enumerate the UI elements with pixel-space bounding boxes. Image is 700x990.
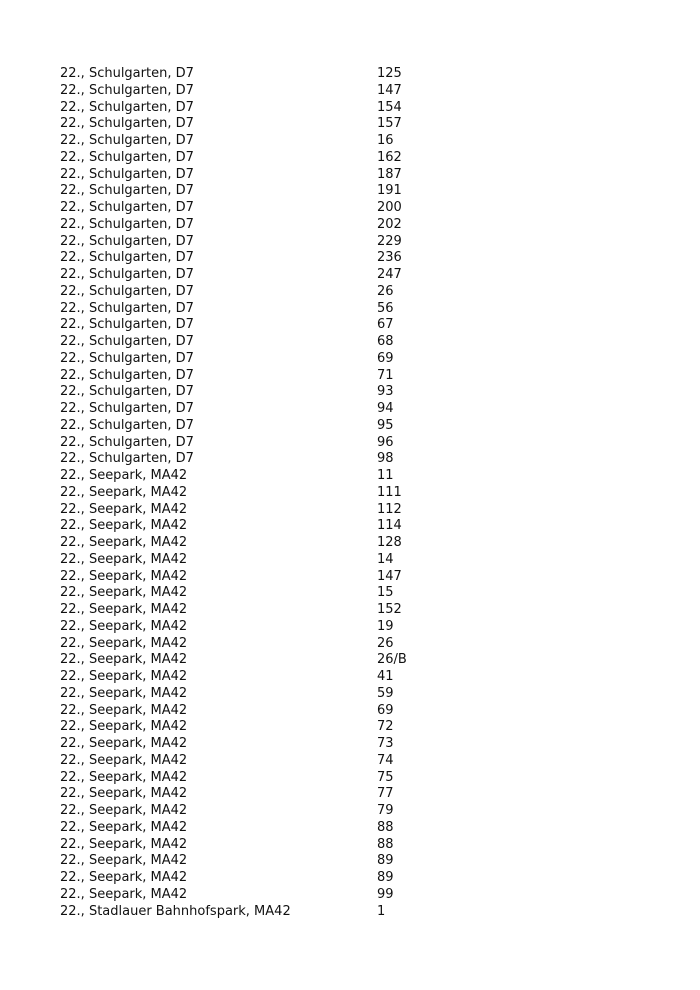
location-text: 22., Schulgarten, D7 [60,149,194,165]
list-row [60,870,660,887]
location-text: 22., Seepark, MA42 [60,501,188,517]
location-text: 22., Seepark, MA42 [60,568,188,584]
number-text: 72 [377,719,394,735]
number-text: 19 [377,618,394,634]
location-text: 22., Seepark, MA42 [60,719,188,735]
list-row [60,552,660,569]
list-row [60,636,660,653]
number-text: 89 [377,853,394,869]
number-text: 88 [377,836,394,852]
list-row [60,569,660,586]
location-text: 22., Seepark, MA42 [60,551,188,567]
list-row [60,468,660,485]
location-text: 22., Seepark, MA42 [60,635,188,651]
list-row [60,351,660,368]
number-text: 16 [377,133,394,148]
location-text: 22., Seepark, MA42 [60,484,188,500]
number-text: 236 [377,250,402,266]
location-text: 22., Schulgarten, D7 [60,233,194,249]
location-text: 22., Schulgarten, D7 [60,334,194,349]
location-text: 22., Seepark, MA42 [60,468,188,483]
location-text: 22., Seepark, MA42 [60,769,188,785]
number-text: 41 [377,669,394,684]
number-text: 56 [377,300,394,316]
number-text: 200 [377,200,402,215]
number-text: 229 [377,233,402,249]
list-row [60,435,660,452]
list-row [60,853,660,870]
number-text: 99 [377,886,394,902]
list-row [60,401,660,418]
number-text: 247 [377,267,402,282]
location-text: 22., Seepark, MA42 [60,669,188,684]
location-text: 22., Seepark, MA42 [60,618,188,634]
number-text: 14 [377,551,394,567]
number-text: 202 [377,216,402,232]
list-row [60,133,660,150]
location-text: 22., Seepark, MA42 [60,786,188,802]
list-row [60,602,660,619]
list-row [60,116,660,133]
list-row [60,619,660,636]
location-text: 22., Schulgarten, D7 [60,82,194,98]
location-text: 22., Schulgarten, D7 [60,116,194,132]
location-text: 22., Seepark, MA42 [60,870,188,885]
number-text: 11 [377,468,394,483]
number-text: 147 [377,82,402,98]
list-row [60,904,660,921]
location-text: 22., Seepark, MA42 [60,736,188,751]
number-text: 128 [377,535,402,550]
location-text: 22., Schulgarten, D7 [60,283,194,299]
list-row [60,368,660,385]
list-row [60,83,660,100]
number-text: 94 [377,401,394,416]
location-text: 22., Seepark, MA42 [60,652,188,668]
list-row [60,803,660,820]
location-text: 22., Seepark, MA42 [60,602,188,617]
number-text: 79 [377,803,394,818]
location-text: 22., Seepark, MA42 [60,518,188,534]
location-text: 22., Seepark, MA42 [60,886,188,902]
number-text: 1 [377,903,386,919]
location-text: 22., Schulgarten, D7 [60,367,194,383]
tree-list [60,66,660,920]
location-text: 22., Schulgarten, D7 [60,350,194,366]
location-text: 22., Seepark, MA42 [60,585,188,601]
location-text: 22., Stadlauer Bahnhofspark, MA42 [60,903,291,919]
location-text: 22., Seepark, MA42 [60,702,188,718]
location-text: 22., Schulgarten, D7 [60,99,194,115]
list-row [60,786,660,803]
number-text: 187 [377,166,402,182]
number-text: 67 [377,317,394,333]
location-text: 22., Schulgarten, D7 [60,451,194,467]
number-text: 152 [377,602,402,617]
list-row [60,167,660,184]
list-row [60,267,660,284]
list-row [60,703,660,720]
list-row [60,301,660,318]
list-row [60,250,660,267]
number-text: 68 [377,334,394,349]
location-text: 22., Schulgarten, D7 [60,417,194,433]
list-row [60,183,660,200]
number-text: 71 [377,367,394,383]
list-row [60,317,660,334]
number-text: 26 [377,635,394,651]
list-row [60,669,660,686]
list-row [60,686,660,703]
list-row [60,150,660,167]
location-text: 22., Schulgarten, D7 [60,216,194,232]
list-row [60,652,660,669]
list-row [60,518,660,535]
number-text: 95 [377,417,394,433]
number-text: 93 [377,384,394,400]
list-row [60,284,660,301]
number-text: 96 [377,434,394,450]
location-text: 22., Schulgarten, D7 [60,183,194,199]
location-text: 22., Schulgarten, D7 [60,267,194,282]
location-text: 22., Seepark, MA42 [60,535,188,550]
number-text: 77 [377,786,394,802]
list-row [60,753,660,770]
number-text: 75 [377,769,394,785]
location-text: 22., Seepark, MA42 [60,752,188,768]
location-text: 22., Schulgarten, D7 [60,250,194,266]
location-text: 22., Seepark, MA42 [60,836,188,852]
number-text: 114 [377,518,402,534]
number-text: 157 [377,116,402,132]
location-text: 22., Schulgarten, D7 [60,300,194,316]
number-text: 154 [377,99,402,115]
location-text: 22., Schulgarten, D7 [60,133,194,148]
number-text: 15 [377,585,394,601]
list-row [60,585,660,602]
list-row [60,535,660,552]
list-row [60,485,660,502]
location-text: 22., Seepark, MA42 [60,819,188,835]
list-row [60,66,660,83]
number-text: 26/B [377,652,407,668]
number-text: 69 [377,702,394,718]
list-row [60,234,660,251]
number-text: 162 [377,149,402,165]
number-text: 147 [377,568,402,584]
location-text: 22., Schulgarten, D7 [60,434,194,450]
number-text: 125 [377,66,402,81]
list-row [60,820,660,837]
list-row [60,334,660,351]
location-text: 22., Schulgarten, D7 [60,66,194,81]
list-row [60,418,660,435]
list-row [60,719,660,736]
list-row [60,887,660,904]
list-row [60,502,660,519]
location-text: 22., Schulgarten, D7 [60,317,194,333]
list-row [60,384,660,401]
location-text: 22., Seepark, MA42 [60,853,188,869]
list-row [60,100,660,117]
location-text: 22., Schulgarten, D7 [60,384,194,400]
number-text: 59 [377,685,394,701]
number-text: 74 [377,752,394,768]
list-row [60,770,660,787]
number-text: 88 [377,819,394,835]
number-text: 69 [377,350,394,366]
number-text: 111 [377,484,402,500]
location-text: 22., Seepark, MA42 [60,685,188,701]
number-text: 73 [377,736,394,751]
list-row [60,451,660,468]
number-text: 112 [377,501,402,517]
list-row [60,837,660,854]
number-text: 191 [377,183,402,199]
list-row [60,736,660,753]
list-row [60,200,660,217]
location-text: 22., Schulgarten, D7 [60,401,194,416]
location-text: 22., Schulgarten, D7 [60,200,194,215]
number-text: 98 [377,451,394,467]
number-text: 89 [377,870,394,885]
list-row [60,217,660,234]
location-text: 22., Schulgarten, D7 [60,166,194,182]
location-text: 22., Seepark, MA42 [60,803,188,818]
number-text: 26 [377,283,394,299]
